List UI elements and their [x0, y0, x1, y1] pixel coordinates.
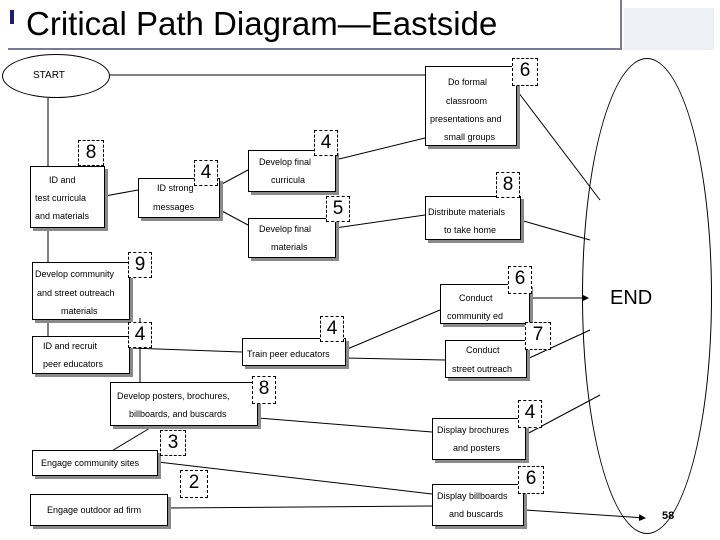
connector-curricula-to-formal [335, 138, 425, 160]
task-label: community ed [447, 311, 504, 321]
connector-posters-to-brochures [258, 418, 432, 432]
task-label: materials [271, 242, 308, 252]
task-train-peer-educators [242, 338, 346, 366]
duration-badge: 6 [512, 58, 538, 86]
task-distribute-materials [425, 196, 521, 240]
connector-messages-to-materials [220, 210, 248, 225]
duration-badge: 6 [508, 266, 532, 294]
task-label: to take home [444, 225, 497, 235]
start-node [2, 54, 110, 98]
duration-badge: 3 [160, 430, 186, 456]
task-label: and posters [453, 443, 501, 453]
task-label: and materials [35, 211, 90, 221]
task-display-billboards [432, 484, 524, 526]
task-label: ID and recruit [43, 341, 98, 351]
task-label: curricula [271, 175, 306, 185]
duration-badge: 4 [320, 316, 344, 342]
task-label: Display brochures [437, 425, 510, 435]
task-label: and buscards [449, 509, 504, 519]
task-display-brochures [432, 418, 526, 460]
task-label: ID strong [157, 183, 194, 193]
connector-idtest-to-messages [105, 190, 138, 196]
start-label: START [33, 70, 65, 81]
duration-badge: 8 [496, 172, 520, 198]
task-label: Develop posters, brochures, [117, 391, 230, 401]
duration-badge: 8 [252, 376, 276, 404]
task-label: Engage outdoor ad firm [47, 505, 142, 515]
duration-badge: 4 [128, 322, 152, 348]
page-number: 58 [662, 510, 675, 522]
connector-distribute-to-end [520, 220, 590, 240]
task-label: Develop final [259, 157, 312, 167]
task-conduct-street-outreach [445, 340, 527, 378]
duration-badge: 6 [518, 466, 544, 494]
task-id-test-curricula [30, 166, 105, 228]
connector-ad-to-billboards [168, 506, 432, 508]
task-label: Conduct [466, 345, 500, 355]
duration-badge: 4 [314, 130, 338, 156]
task-label: Develop final [259, 224, 312, 234]
task-label: Display billboards [437, 491, 508, 501]
task-label: Develop community [35, 269, 115, 279]
task-label: street outreach [452, 364, 513, 374]
connector-messages-to-curricula [220, 170, 248, 185]
task-label: Conduct [459, 293, 493, 303]
task-label: ID and [49, 175, 76, 185]
task-label: Engage community sites [41, 458, 140, 468]
connector-recruit-to-train [130, 348, 242, 352]
task-label: test curricula [35, 193, 87, 203]
task-label: small groups [444, 132, 496, 142]
duration-badge: 2 [180, 470, 208, 498]
task-recruit-peer-educators [32, 336, 130, 374]
task-engage-outdoor-ad-firm [30, 494, 168, 526]
duration-badge: 4 [518, 400, 542, 428]
task-label: Do formal [448, 77, 488, 87]
task-label: and street outreach [37, 288, 115, 298]
duration-badge: 7 [525, 322, 551, 350]
task-label: Distribute materials [428, 207, 506, 217]
task-label: Train peer educators [247, 349, 330, 359]
end-label: END [610, 287, 653, 309]
task-community-outreach-materials [32, 262, 130, 320]
task-label: messages [153, 202, 195, 212]
page-title: Critical Path Diagram—Eastside [26, 5, 498, 42]
task-final-curricula [248, 150, 336, 192]
connector-train-to-conduct-community [345, 310, 440, 350]
task-label: classroom [446, 96, 488, 106]
connector-train-to-conduct-street [345, 358, 445, 360]
task-engage-community-sites [32, 450, 158, 476]
duration-badge: 5 [326, 196, 350, 222]
duration-badge: 4 [194, 160, 218, 186]
task-develop-posters [110, 382, 258, 426]
connector-formal-to-end [515, 88, 600, 200]
task-label: materials [61, 306, 98, 316]
task-formal-presentations [425, 66, 517, 146]
task-label: presentations and [430, 114, 502, 124]
duration-badge: 9 [128, 252, 152, 278]
task-final-materials [248, 218, 336, 258]
task-label: peer educators [43, 359, 104, 369]
task-label: billboards, and buscards [129, 409, 227, 419]
duration-badge: 8 [78, 140, 104, 166]
